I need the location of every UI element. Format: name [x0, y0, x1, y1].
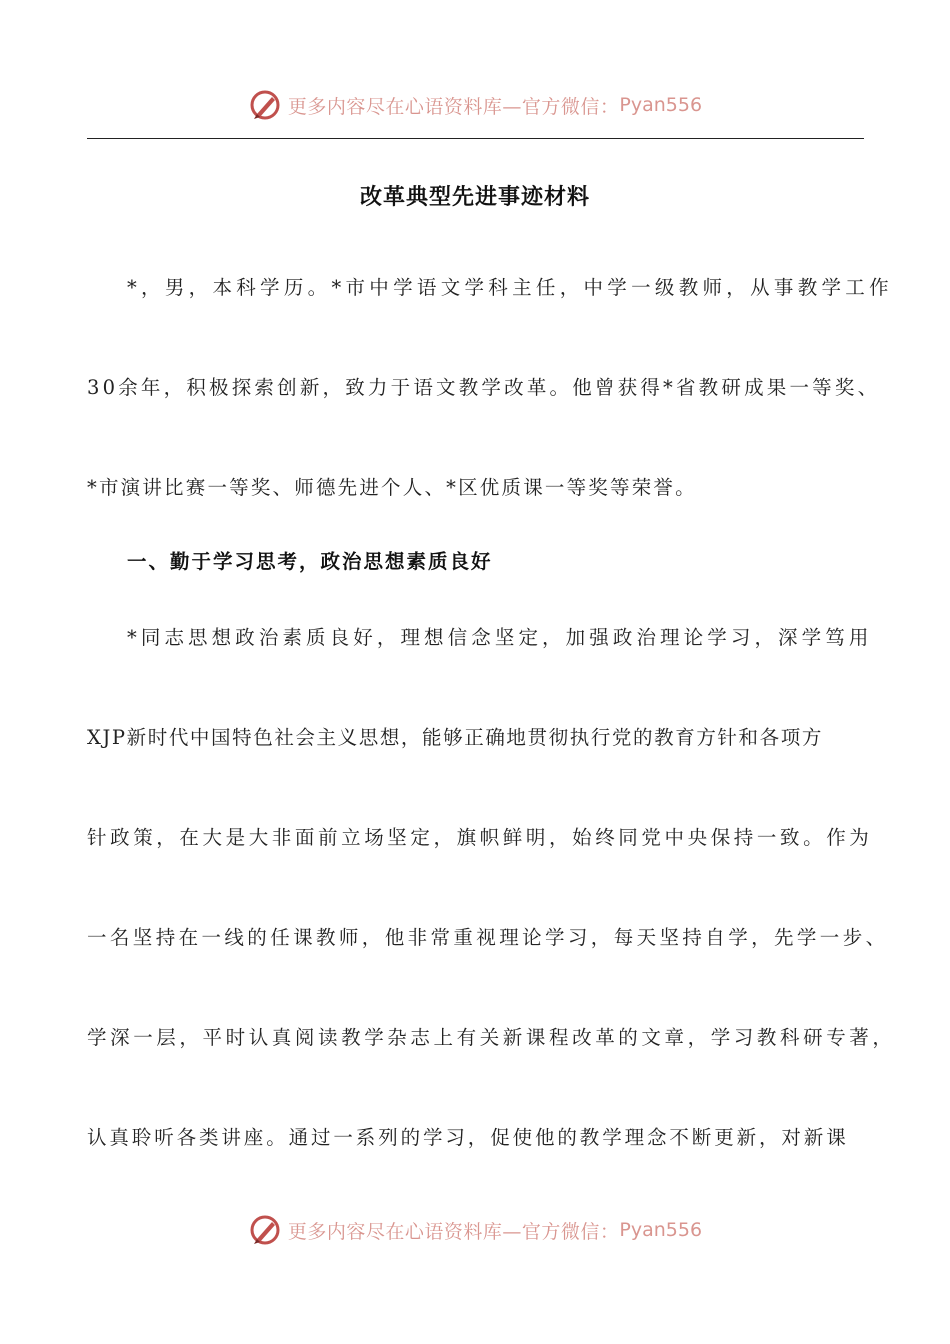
- footer-banner-text: 更多内容尽在心语资料库—官方微信：: [287, 1220, 620, 1243]
- pen-logo-icon: [248, 1213, 282, 1247]
- header-banner-text: 更多内容尽在心语资料库—官方微信：: [287, 95, 620, 118]
- header-banner-id: Pyan556: [619, 94, 703, 116]
- footer-banner-id: Pyan556: [619, 1219, 703, 1241]
- document-title: 改革典型先进事迹材料: [359, 185, 590, 210]
- paragraph-line: 针政策，在大是大非面前立场坚定，旗帜鲜明，始终同党中央保持一致。作为: [87, 826, 873, 849]
- section-heading: 一、勤于学习思考，政治思想素质良好: [127, 550, 493, 573]
- paragraph-line: *同志思想政治素质良好，理想信念坚定，加强政治理论学习，深学笃用: [127, 626, 873, 649]
- header-rule: [87, 138, 864, 139]
- paragraph-line: 一名坚持在一线的任课教师，他非常重视理论学习，每天坚持自学，先学一步、: [87, 926, 889, 949]
- paragraph-line: *市演讲比赛一等奖、师德先进个人、*区优质课一等奖等荣誉。: [87, 476, 697, 499]
- paragraph-line: 认真聆听各类讲座。通过一系列的学习，促使他的教学理念不断更新，对新课: [87, 1126, 849, 1149]
- paragraph-line: *，男，本科学历。*市中学语文学科主任，中学一级教师，从事教学工作: [127, 276, 893, 299]
- header-watermark-banner: [0, 85, 950, 125]
- paragraph-line: XJP新时代中国特色社会主义思想，能够正确地贯彻执行党的教育方针和各项方: [87, 726, 823, 749]
- footer-watermark-banner: [0, 1210, 950, 1250]
- pen-logo-icon: [248, 88, 282, 122]
- paragraph-line: 30余年，积极探索创新，致力于语文教学改革。他曾获得*省教研成果一等奖、: [87, 376, 881, 399]
- paragraph-line: 学深一层，平时认真阅读教学杂志上有关新课程改革的文章，学习教科研专著，: [87, 1026, 896, 1049]
